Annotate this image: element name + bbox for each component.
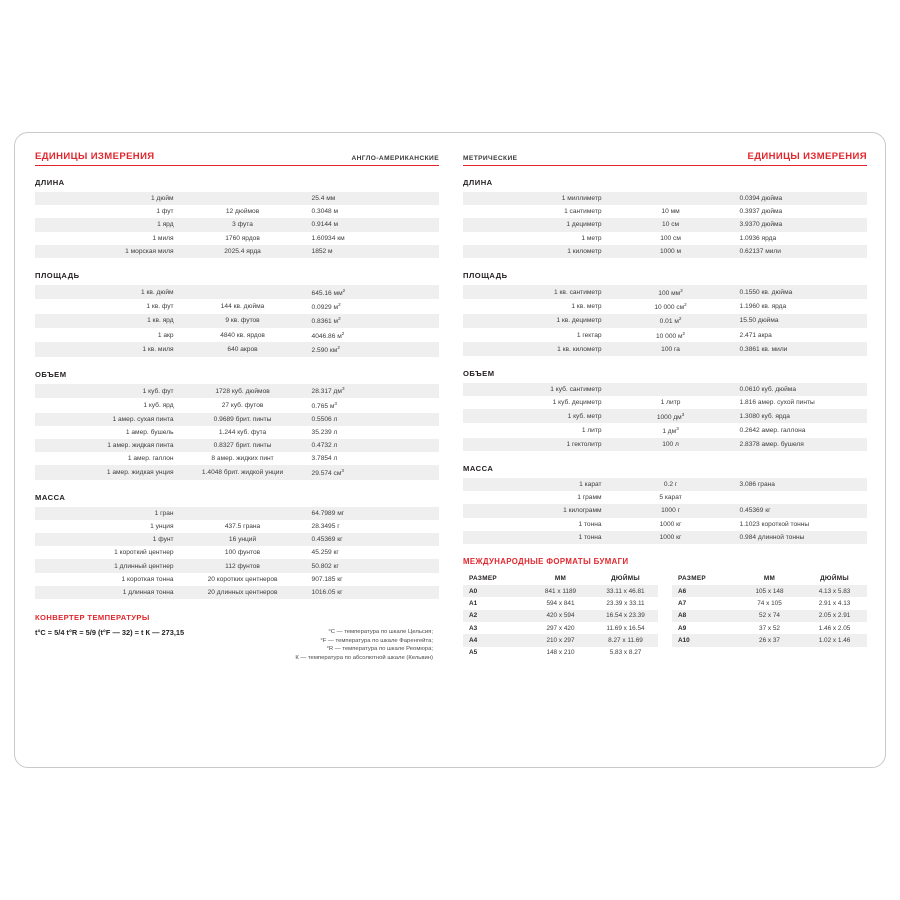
right-header-title: ЕДИНИЦЫ ИЗМЕРЕНИЯ <box>747 151 867 162</box>
table-cell: 640 акров <box>180 342 306 356</box>
unit-table <box>35 384 439 480</box>
table-row <box>463 205 867 218</box>
table-cell: 100 $мм^2$ <box>608 285 734 299</box>
table-row <box>35 299 439 313</box>
table-cell: 37 x 52 <box>737 622 802 634</box>
table-cell: 1.46 x 2.05 <box>802 622 867 634</box>
table-cell: 1.3080 куб. ярда <box>734 409 867 423</box>
temperature-formula: t°C = 5/4 t°R = 5/9 (t°F — 32) = t К — 273,15 <box>35 628 185 637</box>
table-cell: 1 дециметр <box>463 218 608 231</box>
table-row-empty <box>672 647 867 663</box>
unit-table <box>463 192 867 258</box>
table-row <box>463 518 867 531</box>
table-cell: 1 кв. фут <box>35 299 180 313</box>
table-cell: 1 короткий центнер <box>35 546 180 559</box>
table-cell: 0.3861 кв. мили <box>734 342 867 355</box>
table-row <box>35 507 439 520</box>
table-cell: 4046.86 $м^2$ <box>306 328 439 342</box>
table-row <box>463 647 658 659</box>
table-cell: 1 метр <box>463 232 608 245</box>
table-cell: 1 сантиметр <box>463 205 608 218</box>
paper-column-header: РАЗМЕР <box>672 572 737 585</box>
table-row <box>35 413 439 426</box>
table-cell: 1.1960 кв. ярда <box>734 299 867 313</box>
table-cell: 1000 м <box>608 245 734 258</box>
table-cell: 1 амер. сухая пинта <box>35 413 180 426</box>
table-cell: 25.4 мм <box>306 192 439 205</box>
table-row <box>35 285 439 299</box>
temperature-notes <box>295 628 439 662</box>
table-row <box>463 409 867 423</box>
table-cell: 0.0610 куб. дюйма <box>734 383 867 396</box>
table-row <box>463 585 658 597</box>
table-row <box>463 610 658 622</box>
temperature-note-line: °С — температура по шкале Цельсия; <box>328 629 433 635</box>
left-header-subtitle: АНГЛО-АМЕРИКАНСКИЕ <box>351 155 439 162</box>
table-cell: 1.244 куб. фута <box>180 426 306 439</box>
table-cell: 2.590 $км^2$ <box>306 342 439 356</box>
table-cell: 2025.4 ярда <box>180 245 306 258</box>
table-cell: 1 кв. километр <box>463 342 608 355</box>
table-cell: 1000 кг <box>608 531 734 544</box>
table-row <box>463 218 867 231</box>
paper-formats-tables <box>463 572 867 663</box>
table-cell: 0.8327 брит. пинты <box>180 439 306 452</box>
paper-formats-title: МЕЖДУНАРОДНЫЕ ФОРМАТЫ БУМАГИ <box>463 556 629 566</box>
table-cell: 112 фунтов <box>180 559 306 572</box>
table-cell: 1 фунт <box>35 533 180 546</box>
table-row <box>463 622 658 634</box>
table-cell: 5.83 x 8.27 <box>593 647 658 659</box>
table-row <box>35 192 439 205</box>
table-cell <box>802 647 867 663</box>
left-header-title: ЕДИНИЦЫ ИЗМЕРЕНИЯ <box>35 151 155 162</box>
table-cell: 0.01 $м^2$ <box>608 314 734 328</box>
table-row <box>35 384 439 398</box>
unit-section-title: ОБЪЕМ <box>35 369 67 379</box>
table-row <box>672 634 867 646</box>
table-cell: 1 миллиметр <box>463 192 608 205</box>
paper-column-header: ДЮЙМЫ <box>802 572 867 585</box>
unit-section-title: ОБЪЕМ <box>463 368 495 378</box>
table-cell: 0.8361 $м^2$ <box>306 314 439 328</box>
table-cell: 0.45369 кг <box>734 504 867 517</box>
table-cell: A9 <box>672 622 737 634</box>
table-cell: 1.0936 ярда <box>734 232 867 245</box>
table-cell: 100 га <box>608 342 734 355</box>
table-cell: 28.317 $дм^3$ <box>306 384 439 398</box>
unit-section <box>35 370 439 480</box>
table-row <box>35 465 439 479</box>
table-cell: A6 <box>672 585 737 597</box>
table-cell: 210 x 297 <box>528 634 593 646</box>
table-cell: 1 тонна <box>463 531 608 544</box>
table-cell: 2.8378 амер. бушеля <box>734 438 867 451</box>
table-cell: 1000 г <box>608 504 734 517</box>
unit-table <box>463 383 867 451</box>
unit-table <box>35 507 439 599</box>
table-cell: 0.984 длинной тонны <box>734 531 867 544</box>
table-cell: 1 $дм^3$ <box>608 423 734 437</box>
table-cell: 0.0394 дюйма <box>734 192 867 205</box>
table-cell: 12 дюймов <box>180 205 306 218</box>
right-header-subtitle: МЕТРИЧЕСКИЕ <box>463 155 518 162</box>
table-cell: A5 <box>463 647 528 659</box>
table-cell: 1.02 x 1.46 <box>802 634 867 646</box>
table-cell: 1 короткая тонна <box>35 573 180 586</box>
table-cell: 1 кв. миля <box>35 342 180 356</box>
table-row <box>463 478 867 491</box>
table-row <box>463 328 867 342</box>
table-cell: 100 л <box>608 438 734 451</box>
table-cell: 3.9370 дюйма <box>734 218 867 231</box>
unit-section <box>35 178 439 258</box>
unit-table <box>463 285 867 356</box>
table-cell: 1728 куб. дюймов <box>180 384 306 398</box>
table-row <box>35 245 439 258</box>
table-row <box>35 232 439 245</box>
table-cell: 1 куб. ярд <box>35 398 180 412</box>
table-cell: 1 миля <box>35 232 180 245</box>
table-row <box>463 531 867 544</box>
table-cell: 594 x 841 <box>528 597 593 609</box>
paper-column-header: ММ <box>528 572 593 585</box>
table-cell: 1.816 амер. сухой пинты <box>734 396 867 409</box>
unit-section <box>35 271 439 357</box>
table-cell: 1 кв. сантиметр <box>463 285 608 299</box>
table-row <box>672 585 867 597</box>
table-row <box>35 205 439 218</box>
unit-section <box>463 464 867 544</box>
table-cell: 0.45369 кг <box>306 533 439 546</box>
table-row <box>463 192 867 205</box>
reference-card-page <box>14 132 886 768</box>
table-cell: 1 тонна <box>463 518 608 531</box>
table-cell: 2.05 x 2.91 <box>802 610 867 622</box>
temperature-note-line: °F — температура по шкале Фаренгейта; <box>320 637 433 644</box>
table-cell: A8 <box>672 610 737 622</box>
table-cell: 1 куб. фут <box>35 384 180 398</box>
table-cell: 0.62137 мили <box>734 245 867 258</box>
table-row <box>463 342 867 355</box>
table-row <box>463 285 867 299</box>
table-cell: 3 фута <box>180 218 306 231</box>
table-cell: 437.5 грана <box>180 520 306 533</box>
paper-column-header: ДЮЙМЫ <box>593 572 658 585</box>
table-row <box>35 426 439 439</box>
table-cell: 100 см <box>608 232 734 245</box>
table-cell: 1 кв. ярд <box>35 314 180 328</box>
table-cell: 1 амер. бушель <box>35 426 180 439</box>
unit-section <box>463 178 867 258</box>
table-cell: 1000 кг <box>608 518 734 531</box>
table-cell: 1.60934 км <box>306 232 439 245</box>
table-cell: 645.16 $мм^2$ <box>306 285 439 299</box>
table-cell: 0.9689 брит. пинты <box>180 413 306 426</box>
table-cell: 10 мм <box>608 205 734 218</box>
table-cell: 1 длинный центнер <box>35 559 180 572</box>
left-page-column <box>35 151 439 662</box>
table-cell: 1 кв. дециметр <box>463 314 608 328</box>
table-cell: 29.574 $см^3$ <box>306 465 439 479</box>
unit-section-title: МАССА <box>463 463 494 473</box>
table-cell: 297 x 420 <box>528 622 593 634</box>
table-row <box>35 398 439 412</box>
table-cell: 1000 $дм^3$ <box>608 409 734 423</box>
table-cell <box>734 491 867 504</box>
table-cell: 1 морская миля <box>35 245 180 258</box>
table-cell: 64.7989 мг <box>306 507 439 520</box>
table-cell: 26 x 37 <box>737 634 802 646</box>
table-row <box>463 383 867 396</box>
table-cell: 3.086 грана <box>734 478 867 491</box>
page-spine <box>450 151 451 749</box>
table-cell: 420 x 594 <box>528 610 593 622</box>
unit-section <box>463 271 867 356</box>
table-cell: 20 коротких центнеров <box>180 573 306 586</box>
unit-table <box>463 478 867 544</box>
table-cell: 45.259 кг <box>306 546 439 559</box>
table-cell: 4.13 x 5.83 <box>802 585 867 597</box>
table-cell <box>180 192 306 205</box>
table-cell: 8 амер. жидких пинт <box>180 452 306 465</box>
table-row <box>35 452 439 465</box>
table-cell: 1852 м <box>306 245 439 258</box>
paper-table-right <box>672 572 867 663</box>
right-page-column <box>463 151 867 663</box>
table-cell: 35.239 л <box>306 426 439 439</box>
table-cell: 8.27 x 11.69 <box>593 634 658 646</box>
temperature-note-line: К — температура по абсолютной шкале (Кельвин) <box>295 654 433 661</box>
table-cell: 0.3937 дюйма <box>734 205 867 218</box>
table-cell: 1 гектолитр <box>463 438 608 451</box>
temperature-note-line: °R — температура по шкале Реомюра; <box>326 646 433 653</box>
table-row <box>463 597 658 609</box>
table-row <box>35 546 439 559</box>
table-cell: 0.765 $м^3$ <box>306 398 439 412</box>
table-cell: 0.4732 л <box>306 439 439 452</box>
table-cell: 20 длинных центнеров <box>180 586 306 599</box>
table-cell: 1 амер. жидкая пинта <box>35 439 180 452</box>
unit-section-title: ДЛИНА <box>463 178 493 187</box>
table-cell: 33.11 x 46.81 <box>593 585 658 597</box>
table-cell: 1 литр <box>463 423 608 437</box>
table-cell: 0.2 г <box>608 478 734 491</box>
table-cell: 0.3048 м <box>306 205 439 218</box>
table-cell <box>737 647 802 663</box>
table-cell: 4840 кв. ярдов <box>180 328 306 342</box>
left-page-header <box>35 151 439 166</box>
table-row <box>463 314 867 328</box>
table-row <box>463 396 867 409</box>
table-cell: 1 куб. сантиметр <box>463 383 608 396</box>
table-cell: A0 <box>463 585 528 597</box>
table-row <box>35 520 439 533</box>
table-cell: 841 x 1189 <box>528 585 593 597</box>
right-sections <box>463 178 867 544</box>
table-cell: 50.802 кг <box>306 559 439 572</box>
table-row <box>463 438 867 451</box>
table-cell: 52 x 74 <box>737 610 802 622</box>
table-cell: 1 карат <box>463 478 608 491</box>
table-cell: 10 см <box>608 218 734 231</box>
table-cell: 1760 ярдов <box>180 232 306 245</box>
unit-table <box>35 192 439 258</box>
table-row <box>463 504 867 517</box>
table-row <box>35 314 439 328</box>
table-row <box>35 439 439 452</box>
table-cell: 105 x 148 <box>737 585 802 597</box>
table-row <box>35 573 439 586</box>
table-cell: A4 <box>463 634 528 646</box>
table-cell: 1 унция <box>35 520 180 533</box>
table-cell: 0.1550 кв. дюйма <box>734 285 867 299</box>
table-cell: 1 гектар <box>463 328 608 342</box>
table-cell: 1 литр <box>608 396 734 409</box>
table-cell: 148 x 210 <box>528 647 593 659</box>
table-cell: 1 грамм <box>463 491 608 504</box>
table-cell: A3 <box>463 622 528 634</box>
table-row <box>35 533 439 546</box>
table-cell: 1.4048 брит. жидкой унции <box>180 465 306 479</box>
table-cell <box>608 383 734 396</box>
table-cell: 1 дюйм <box>35 192 180 205</box>
table-cell: 0.9144 м <box>306 218 439 231</box>
table-row <box>463 232 867 245</box>
table-cell: 10 000 $м^2$ <box>608 328 734 342</box>
table-cell: 15.50 дюйма <box>734 314 867 328</box>
table-cell <box>180 285 306 299</box>
unit-table <box>35 285 439 357</box>
table-cell: 1 акр <box>35 328 180 342</box>
table-row <box>35 586 439 599</box>
table-row <box>672 622 867 634</box>
right-page-header <box>463 151 867 166</box>
table-row <box>35 559 439 572</box>
table-cell: 0.2642 амер. галлона <box>734 423 867 437</box>
table-cell: 1 кв. метр <box>463 299 608 313</box>
paper-table-left <box>463 572 658 659</box>
table-cell: 28.3495 г <box>306 520 439 533</box>
unit-section-title: ДЛИНА <box>35 178 65 187</box>
table-cell: 1 ярд <box>35 218 180 231</box>
table-row <box>463 491 867 504</box>
table-cell: A2 <box>463 610 528 622</box>
table-cell: 9 кв. футов <box>180 314 306 328</box>
table-row <box>35 342 439 356</box>
table-cell: 1 куб. дециметр <box>463 396 608 409</box>
table-cell: 1 амер. жидкая унция <box>35 465 180 479</box>
unit-section <box>463 369 867 451</box>
paper-column-header: ММ <box>737 572 802 585</box>
table-cell: 16.54 x 23.39 <box>593 610 658 622</box>
table-cell <box>608 192 734 205</box>
table-cell: 11.69 x 16.54 <box>593 622 658 634</box>
unit-section-title: ПЛОЩАДЬ <box>463 270 508 280</box>
unit-section-title: ПЛОЩАДЬ <box>35 270 80 280</box>
unit-section-title: МАССА <box>35 492 66 502</box>
table-cell: 1 гран <box>35 507 180 520</box>
table-row <box>672 610 867 622</box>
table-cell: 1 фут <box>35 205 180 218</box>
table-cell: 1 кв. дюйм <box>35 285 180 299</box>
table-cell <box>672 647 737 663</box>
table-cell: 1 длинная тонна <box>35 586 180 599</box>
unit-section <box>35 493 439 599</box>
table-cell: 1 километр <box>463 245 608 258</box>
table-cell: 10 000 $см^2$ <box>608 299 734 313</box>
left-sections <box>35 178 439 599</box>
table-row <box>35 328 439 342</box>
table-row <box>463 299 867 313</box>
table-cell: 2.91 x 4.13 <box>802 597 867 609</box>
table-cell: 144 кв. дюйма <box>180 299 306 313</box>
table-cell: 16 унций <box>180 533 306 546</box>
table-cell: A10 <box>672 634 737 646</box>
table-cell: 74 x 105 <box>737 597 802 609</box>
table-row <box>463 423 867 437</box>
table-cell: 0.0929 $м^2$ <box>306 299 439 313</box>
table-cell: 23.39 x 33.11 <box>593 597 658 609</box>
table-cell: 2.471 акра <box>734 328 867 342</box>
table-cell: 3.7854 л <box>306 452 439 465</box>
table-cell: 100 фунтов <box>180 546 306 559</box>
table-cell: 1 куб. метр <box>463 409 608 423</box>
table-cell: 0.5506 л <box>306 413 439 426</box>
table-cell: 5 карат <box>608 491 734 504</box>
temperature-converter-title: КОНВЕРТЕР ТЕМПЕРАТУРЫ <box>35 613 150 622</box>
table-cell: 1 амер. галлон <box>35 452 180 465</box>
table-cell: 1016.05 кг <box>306 586 439 599</box>
paper-column-header: РАЗМЕР <box>463 572 528 585</box>
table-row <box>463 634 658 646</box>
table-row <box>35 218 439 231</box>
table-cell: A1 <box>463 597 528 609</box>
table-cell: 907.185 кг <box>306 573 439 586</box>
table-cell: 1.1023 короткой тонны <box>734 518 867 531</box>
table-cell: 1 килограмм <box>463 504 608 517</box>
table-cell: 27 куб. футов <box>180 398 306 412</box>
table-cell <box>180 507 306 520</box>
table-row <box>463 245 867 258</box>
table-row <box>672 597 867 609</box>
table-cell: A7 <box>672 597 737 609</box>
